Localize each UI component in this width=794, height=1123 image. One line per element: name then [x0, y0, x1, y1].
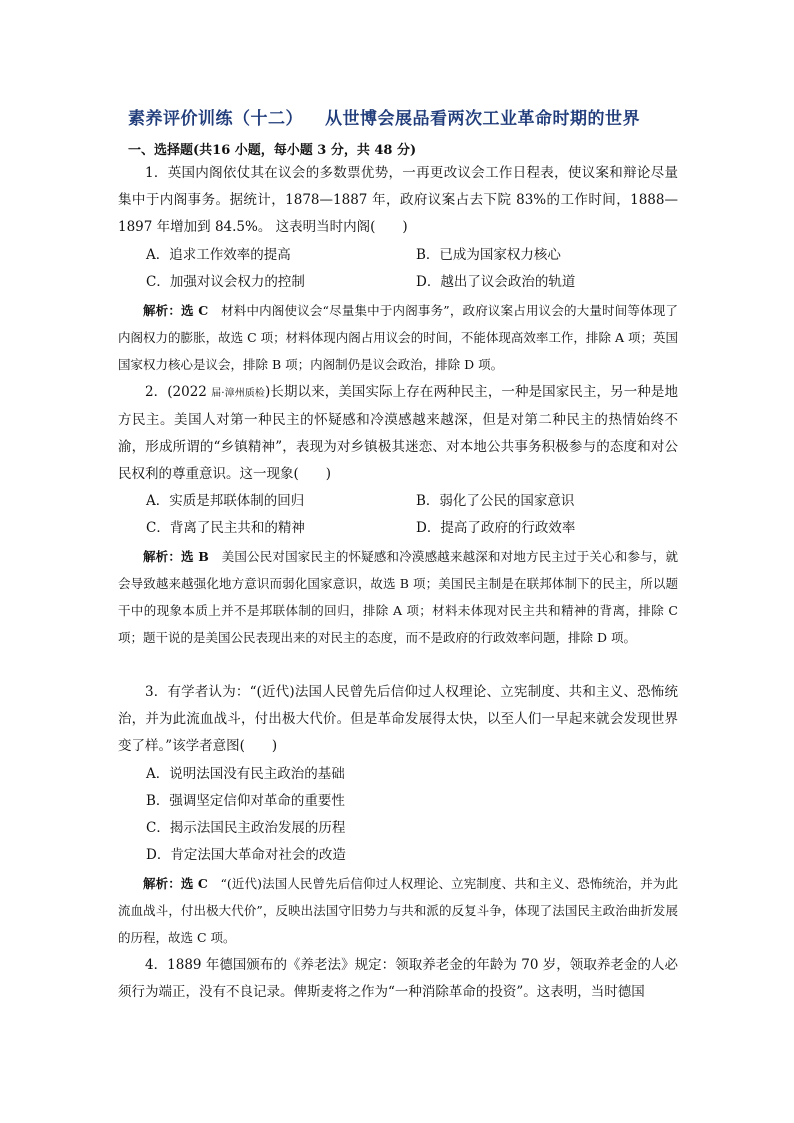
- question-2-options: [146, 488, 686, 542]
- question-3-explanation: [118, 870, 678, 951]
- question-1-explanation: [118, 297, 678, 378]
- title-part1: 素养评价训练（十二）: [128, 109, 303, 129]
- q3-answer-tag: 解析：选 C: [143, 876, 208, 891]
- q3-option-c: C．揭示法国民主政治发展的历程: [146, 820, 346, 836]
- q1-explanation-text: 材料中内阁使议会“尽量集中于内阁事务”，政府议案占用议会的大量时间等体现了内阁权力的膨胀，故选 C 项；材料体现内阁占用议会的时间，不能体现高效率工作，排除 A 项；英国国家权力核心是议会，排除 B 项；内阁制仍是议会政治，排除 D 项。: [118, 303, 678, 372]
- q1-answer-tag: 解析：选 C: [143, 303, 209, 318]
- q1-option-d: D．越出了议会政治的轨道: [416, 274, 576, 290]
- q2-stem-text: )长期以来，美国实际上存在两种民主，一种是国家民主，另一种是地方民主。美国人对第一种民主的怀疑感和冷漠感越来越深，但是对第二种民主的热情始终不渝，形成所谓的“乡镇精神”，表现为对乡镇极其迷恋、对本地公共事务积极参与的态度和对公民权利的尊重意识。这一现象( ): [118, 384, 678, 482]
- q1-option-b: B．已成为国家权力核心: [416, 247, 561, 263]
- q2-number: 2．(2022: [145, 384, 212, 400]
- q1-option-c: C．加强对议会权力的控制: [146, 274, 305, 290]
- question-4-stem: 4．1889 年德国颁布的《养老法》规定：领取养老金的年龄为 70 岁，领取养老金的人必须行为端正，没有不良记录。俾斯麦将之作为“一种消除革命的投资”。这表明，当时德国: [118, 957, 678, 1000]
- q2-option-a: A．实质是邦联体制的回归: [146, 493, 305, 509]
- question-2-explanation: [118, 543, 678, 651]
- q3-explanation-text: “(近代)法国人民曾先后信仰过人权理论、立宪制度、共和主义、恐怖统治，并为此流血战斗，付出极大代价”，反映出法国守旧势力与共和派的反复斗争，体现了法国民主政治曲折发展的历程，故选 C 项。: [118, 876, 678, 945]
- q3-option-b: B．强调坚定信仰对革命的重要性: [146, 793, 345, 809]
- q2-source: 届·漳州质检: [211, 388, 266, 399]
- q2-option-b: B．弱化了公民的国家意识: [416, 493, 575, 509]
- q2-option-c: C．背离了民主共和的精神: [146, 520, 305, 536]
- question-3-stem: 3．有学者认为：“(近代)法国人民曾先后信仰过人权理论、立宪制度、共和主义、恐怖统治，并为此流血战斗，付出极大代价。但是革命发展得太快，以至人们一早起来就会发现世界变了样。”该学者意图( ): [118, 684, 678, 754]
- question-1-stem: 1．英国内阁依仗其在议会的多数票优势，一再更改议会工作日程表，使议案和辩论尽量集中于内阁事务。据统计，1878—1887 年，政府议案占去下院 83%的工作时间，1888—1897 年增加到 84.5%。 这表明当时内阁( ): [118, 165, 678, 235]
- question-2-stem: [118, 379, 678, 488]
- q2-explanation-text: 美国公民对国家民主的怀疑感和冷漠感越来越深和对地方民主过于关心和参与，就会导致越来越强化地方意识而弱化国家意识，故选 B 项；美国民主制是在联邦体制下的民主，所以题干中的现象本质上并不是邦联体制的回归，排除 A 项；材料未体现对民主共和精神的背离，排除 C 项；题干说的是美国公民表现出来的对民主的态度，而不是政府的行政效率问题，排除 D 项。: [118, 549, 678, 645]
- page-title: [128, 104, 688, 129]
- question-3-options: [146, 761, 686, 869]
- section-heading: 一、选择题(共16 小题，每小题 3 分，共 48 分): [128, 143, 417, 158]
- q3-option-a: A．说明法国没有民主政治的基础: [146, 766, 345, 782]
- q2-answer-tag: 解析：选 B: [143, 549, 209, 564]
- q2-option-d: D．提高了政府的行政效率: [416, 520, 576, 536]
- question-1-options: [146, 242, 686, 296]
- q3-option-d: D．肯定法国大革命对社会的改造: [146, 847, 346, 863]
- q1-option-a: A．追求工作效率的提高: [146, 247, 291, 263]
- title-part2: 从世博会展品看两次工业革命时期的世界: [325, 109, 640, 129]
